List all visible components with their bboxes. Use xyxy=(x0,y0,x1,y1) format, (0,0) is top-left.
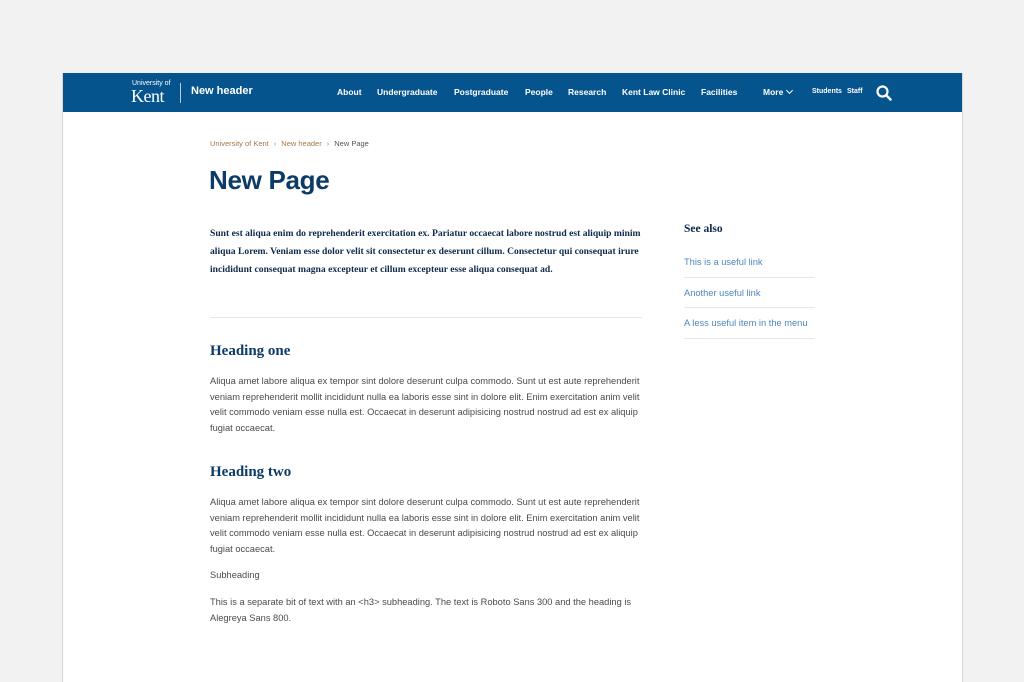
list-item xyxy=(684,278,815,309)
lead-paragraph: Sunt est aliqua enim do reprehenderit exercitation ex. Pariatur occaecat labore nostrud est aliquip minim aliqua Lorem. Veniam esse dolor velit sit consectetur ex deserunt cillum. Consectetur qui consequat irure incididunt consequat magna excepteur et cillum excepteur esse aliqua consequat ad. xyxy=(210,228,641,275)
nav-item-undergraduate[interactable]: Undergraduate xyxy=(377,87,438,97)
nav-more-dropdown[interactable] xyxy=(763,87,792,97)
breadcrumb-separator-icon: › xyxy=(326,139,330,148)
subheading-body: This is a separate bit of text with an <h3> subheading. The text is Roboto Sans 300 and the heading is Alegreya Sans 800. xyxy=(210,597,632,623)
section-two-body: Aliqua amet labore aliqua ex tempor sint dolore deserunt culpa commodo. Sunt ut est aute reprehenderit veniam reprehenderit mollit incididunt nulla ea laboris esse sint in dolore elit. Enim exercitation anim velit velit commodo veniam esse nulla est. Occaecat in deserunt adipisicing nostrud nostrud ad est ex aliquip fugiat occaecat. xyxy=(210,497,640,554)
see-also-link-useful[interactable]: This is a useful link xyxy=(684,257,763,267)
university-logo[interactable] xyxy=(131,80,171,106)
subheading: Subheading xyxy=(210,570,260,580)
breadcrumb xyxy=(210,139,369,148)
nav-item-facilities[interactable]: Facilities xyxy=(701,87,738,97)
page-title: New Page xyxy=(209,165,330,195)
site-header xyxy=(63,73,962,112)
section-one-body: Aliqua amet labore aliqua ex tempor sint dolore deserunt culpa commodo. Sunt ut est aute reprehenderit veniam reprehenderit mollit incididunt nulla ea laboris esse sint in dolore elit. Enim exercitation anim velit velit commodo veniam esse nulla est. Occaecat in deserunt adipisicing nostrud nostrud ad est ex aliquip fugiat occaecat. xyxy=(210,376,640,433)
utility-link-students[interactable]: Students xyxy=(812,88,842,95)
chevron-down-icon xyxy=(786,87,793,94)
breadcrumb-link-home[interactable]: University of Kent xyxy=(210,139,269,148)
logo-main-text: Kent xyxy=(131,86,164,106)
see-also-link-less-useful[interactable]: A less useful item in the menu xyxy=(684,318,808,328)
list-item xyxy=(684,308,815,339)
section-divider xyxy=(210,317,642,318)
breadcrumb-link-section[interactable]: New header xyxy=(281,139,322,148)
see-also-sidebar xyxy=(684,223,815,339)
nav-item-postgraduate[interactable]: Postgraduate xyxy=(454,87,509,97)
logo-divider xyxy=(180,83,181,103)
list-item xyxy=(684,247,815,278)
nav-item-kent-law-clinic[interactable]: Kent Law Clinic xyxy=(622,87,686,97)
nav-item-people[interactable]: People xyxy=(525,87,553,97)
see-also-title: See also xyxy=(684,223,723,235)
see-also-list xyxy=(684,247,815,339)
utility-link-staff[interactable]: Staff xyxy=(847,88,863,95)
nav-item-research[interactable]: Research xyxy=(568,87,607,97)
heading-two: Heading two xyxy=(210,464,292,480)
browser-page xyxy=(62,73,963,682)
search-icon[interactable] xyxy=(875,84,893,102)
breadcrumb-separator-icon: › xyxy=(273,139,277,148)
logo-small-text: University of xyxy=(132,80,171,87)
site-title-link[interactable]: New header xyxy=(191,85,253,97)
nav-item-about[interactable]: About xyxy=(337,87,362,97)
heading-one: Heading one xyxy=(210,343,291,359)
see-also-link-another[interactable]: Another useful link xyxy=(684,287,761,298)
breadcrumb-current: New Page xyxy=(334,139,369,148)
nav-more-label: More xyxy=(763,87,784,97)
